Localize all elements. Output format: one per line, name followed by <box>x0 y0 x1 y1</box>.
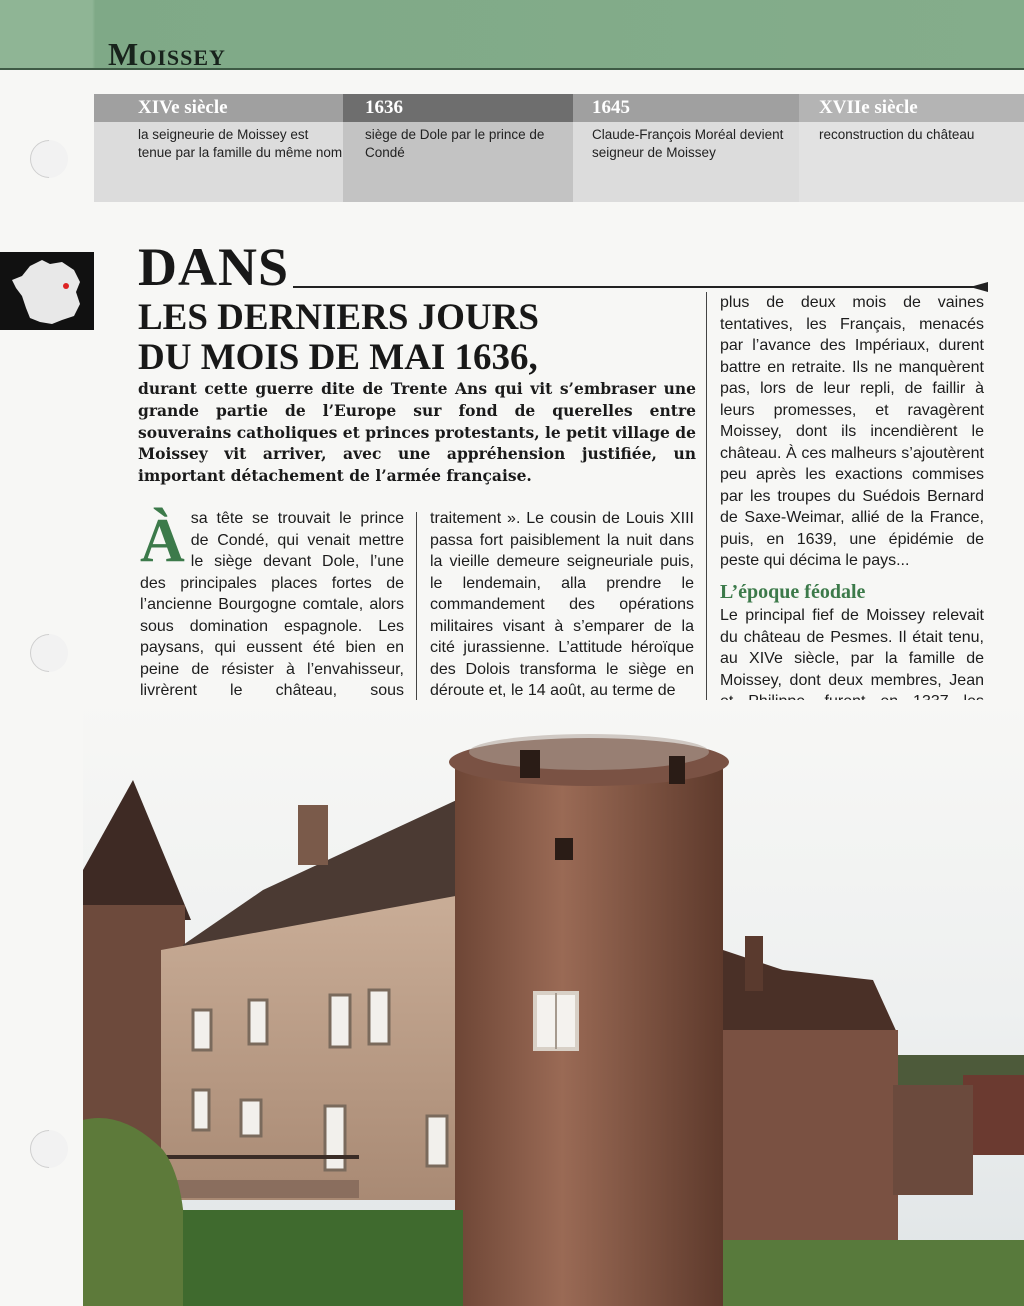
timeline-item <box>94 94 343 202</box>
headline-line2: LES DERNIERS JOURS <box>138 297 539 338</box>
timeline-date: XVIIe siècle <box>799 94 1024 122</box>
timeline-text: la seigneurie de Moissey est tenue par la famille du même nom <box>138 127 343 160</box>
timeline <box>94 94 1024 202</box>
section-heading: L’époque féodale <box>720 580 866 603</box>
body-text: plus de deux mois de vaines tentatives, les Français, menacés par l’avance des Impériaux, durent battre en retraite. Ils ne manquèrent pas, lors de leur repli, de faillir à leurs promesses, et ravagèrent Moissey, dont ils incendièrent le château. À ces malheurs s’ajoutèrent peu après les exactions commises par les troupes du Suédois Bernard de Saxe-Weimar, allié de la France, puis, en 1639, une épidémie de peste qui décima le pays... <box>720 294 984 569</box>
binder-hole <box>22 1122 76 1176</box>
body-text: sa tête se trouvait le prince de Condé, qui venait mettre le siège devant Dole, l’une des principales places fortes de l’ancienne Bourgogne comtale, alors sous domination espagnole. Les paysans, qui eussent été bien en peine de résister à l’envahisseur, livrèrent le château, sous <box>140 510 404 699</box>
timeline-text: reconstruction du château <box>819 127 975 142</box>
lede-paragraph: durant cette guerre dite de Trente Ans qui vit s’embraser une grande partie de l’Europe sur fond de querelles entre souverains catholiques et princes protestants, le petit village de Moissey vit arriver, avec une appréhension justifiée, un important détachement de l’armée française. <box>138 379 697 486</box>
headline-line3: DU MOIS DE MAI 1636, <box>138 337 538 378</box>
timeline-item <box>573 94 799 202</box>
column-divider <box>706 292 707 740</box>
timeline-text: Claude-François Moréal devient seigneur de Moissey <box>592 127 784 160</box>
header-band <box>0 0 1024 70</box>
france-map-icon <box>0 252 94 330</box>
headline-line1: DANS <box>138 237 290 297</box>
chateau-photo <box>83 700 1024 1306</box>
timeline-item <box>343 94 573 202</box>
body-column-2: traitement ». Le cousin de Louis XIII passa fort paisiblement la nuit dans la vieille demeure seigneuriale puis, le lendemain, alla prendre le commandement des opérations militaires visant à s’emparer de la cité jurassienne. L’attitude héroïque des Dolois transforma le siège en déroute et, le 14 août, au terme de <box>430 510 694 699</box>
binder-hole <box>22 132 76 186</box>
timeline-text: siège de Dole par le prince de Condé <box>365 127 545 160</box>
arrow-icon <box>970 282 988 292</box>
page-title: Moissey <box>108 36 226 72</box>
timeline-item <box>799 94 1024 202</box>
timeline-date: XIVe siècle <box>94 94 343 122</box>
divider <box>293 286 987 288</box>
body-text: Le principal fief de Moissey relevait du château de Pesmes. Il était tenu, au XIVe siècle, par la famille de Moissey, dont deux membres, Jean <box>720 607 984 689</box>
drop-cap: À <box>140 507 185 575</box>
body-column-3 <box>720 292 984 756</box>
timeline-date: 1645 <box>573 94 799 122</box>
timeline-date: 1636 <box>343 94 573 122</box>
binder-hole <box>22 626 76 680</box>
